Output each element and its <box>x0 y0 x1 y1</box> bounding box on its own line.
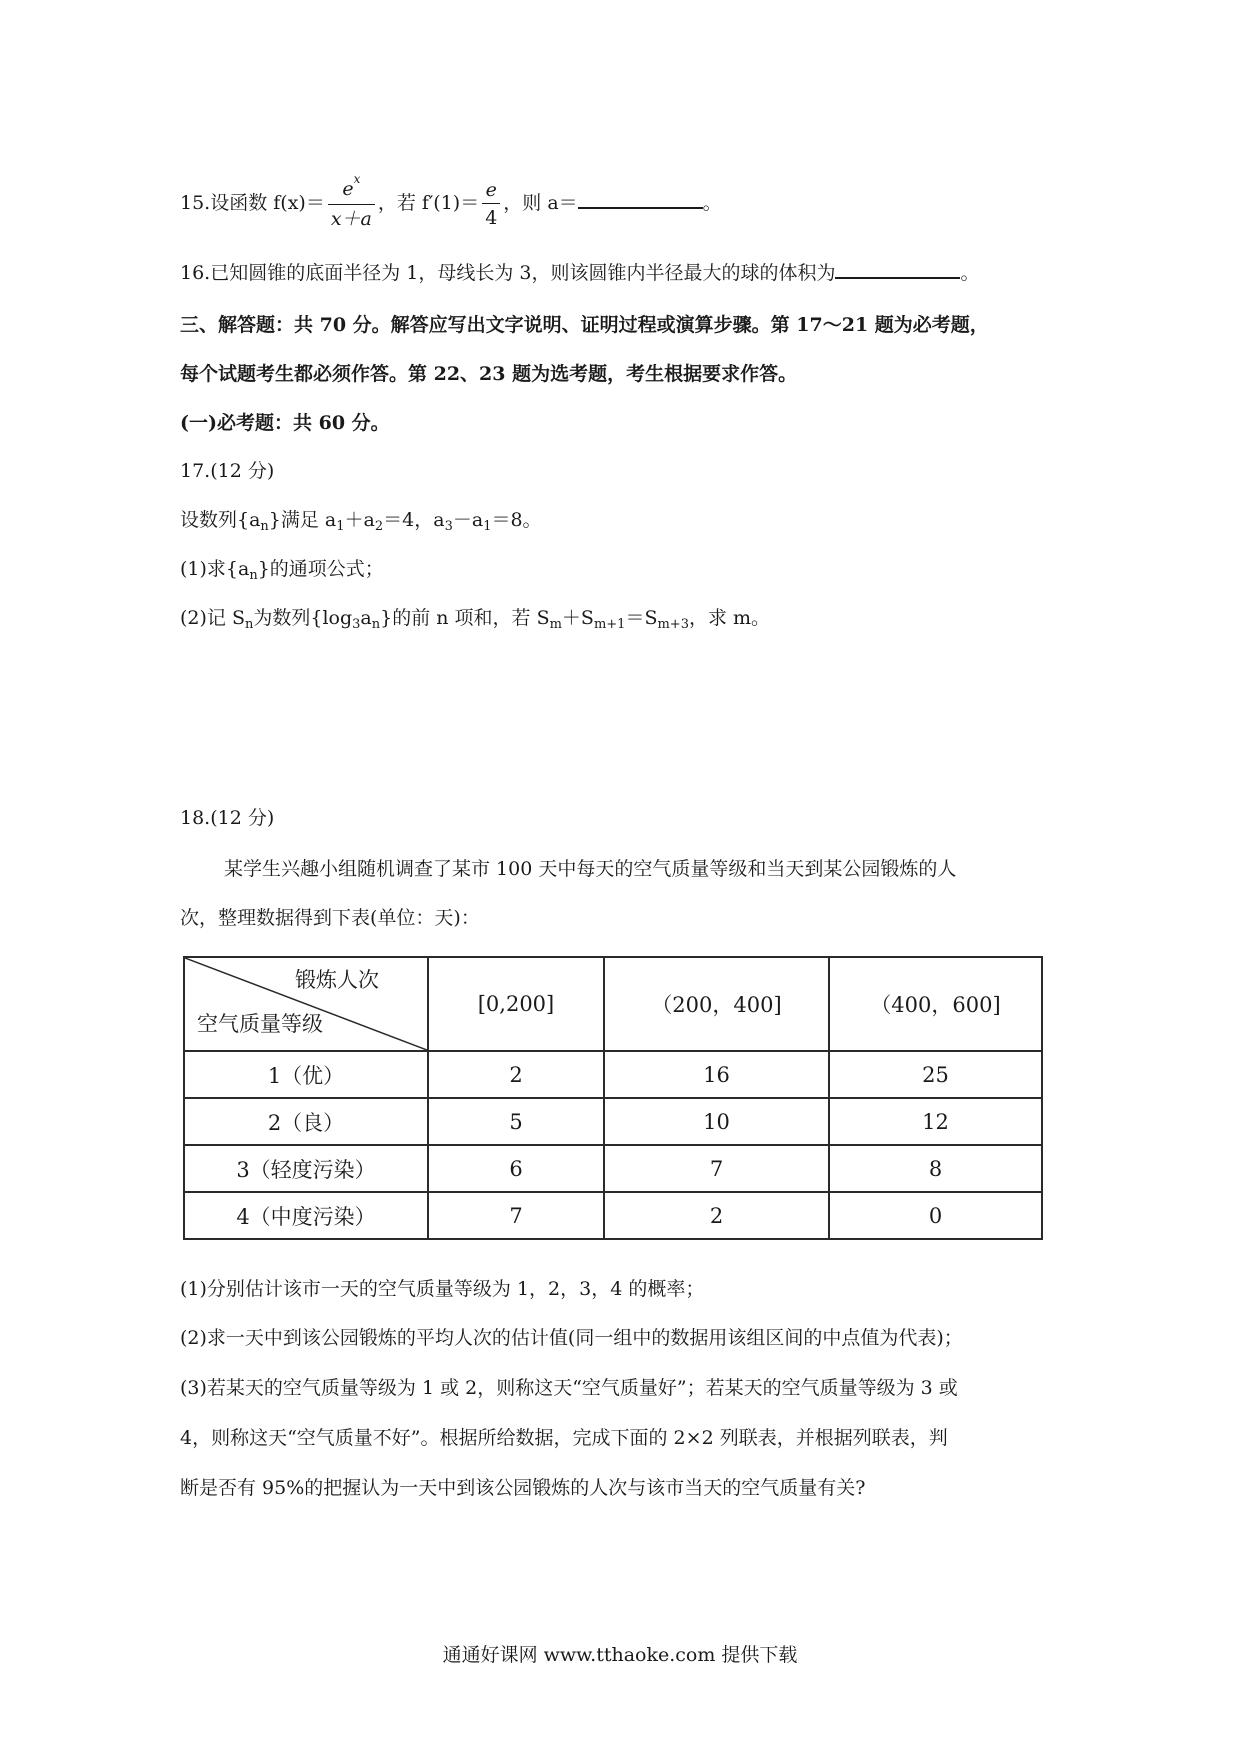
q18-part-3-line-3: 断是否有 95%的把握认为一天中到该公园锻炼的人次与该市当天的空气质量有关? <box>180 1477 866 1499</box>
table-row <box>184 1098 1042 1145</box>
fraction-exp-over-x-plus-a <box>328 171 375 233</box>
table-row <box>184 1192 1042 1239</box>
q18-intro-2: 次，整理数据得到下表(单位：天)： <box>180 907 480 929</box>
answer-blank-15 <box>578 191 703 209</box>
q16-text: 16.已知圆锥的底面半径为 1，母线长为 3，则该圆锥内半径最大的球的体积为 <box>180 262 836 284</box>
data-table <box>183 956 1043 1240</box>
table-cell: 7 <box>428 1192 604 1239</box>
q18-part-3-line-1: (3)若某天的空气质量等级为 1 或 2，则称这天“空气质量好”；若某天的空气质量等级为 3 或 <box>180 1377 958 1399</box>
table-cell: 12 <box>829 1098 1042 1145</box>
table-row <box>184 1145 1042 1192</box>
q17-part-1: (1)求$\{a_n\}$的通项公式； <box>180 558 384 583</box>
table-row <box>184 1051 1042 1098</box>
row-label: 3（轻度污染） <box>184 1145 428 1192</box>
question-15 <box>180 172 722 234</box>
column-header: （400，600] <box>829 957 1042 1051</box>
table-cell: 6 <box>428 1145 604 1192</box>
page-footer: 通通好课网 www.tthaoke.com 提供下载 <box>442 1644 798 1666</box>
q15-middle: ，若 f′(1)＝ <box>377 192 480 214</box>
corner-top-label: 锻炼人次 <box>295 968 379 992</box>
q15-frac2-num: e <box>485 178 497 201</box>
table-cell: 2 <box>428 1051 604 1098</box>
column-header: [0,200] <box>428 957 604 1051</box>
q15-frac1-den: x＋a <box>328 204 375 233</box>
q18-part-2: (2)求一天中到该公园锻炼的平均人次的估计值(同一组中的数据用该组区间的中点值为代表)； <box>180 1327 963 1349</box>
table-corner-cell <box>184 957 428 1051</box>
q17-intro: 设数列$\{a_n\}$满足 $a_1+a_2=4$，$a_3-a_1=8$。 <box>180 509 542 534</box>
q15-frac2-den: 4 <box>482 203 500 232</box>
q16-end: 。 <box>960 262 980 284</box>
table-cell: 7 <box>604 1145 829 1192</box>
q17-header: 17.(12 分) <box>180 460 275 482</box>
row-label: 4（中度污染） <box>184 1192 428 1239</box>
q17-part-2: (2)记 $S_n$为数列$\{\log_3a_n\}$的前 n 项和，若 $S_m+S_{m+1}=S_{m+3}$，求 m。 <box>180 607 771 632</box>
table-cell: 0 <box>829 1192 1042 1239</box>
section-3-line-1: 三、解答题：共 70 分。解答应写出文字说明、证明过程或演算步骤。第 17～21 题为必考题， <box>180 314 989 336</box>
table-cell: 25 <box>829 1051 1042 1098</box>
q18-part-3-line-2: 4，则称这天“空气质量不好”。根据所给数据，完成下面的 2×2 列联表，并根据列联表，判 <box>180 1427 948 1449</box>
q15-prefix: 15.设函数 f(x)＝ <box>180 192 325 214</box>
row-label: 1（优） <box>184 1051 428 1098</box>
q15-suffix: ，则 a＝ <box>503 192 578 214</box>
column-header: （200，400] <box>604 957 829 1051</box>
table-cell: 16 <box>604 1051 829 1098</box>
row-label: 2（良） <box>184 1098 428 1145</box>
q18-intro-1: 某学生兴趣小组随机调查了某市 100 天中每天的空气质量等级和当天到某公园锻炼的人 <box>224 858 957 880</box>
table-cell: 2 <box>604 1192 829 1239</box>
corner-bottom-label: 空气质量等级 <box>197 1012 323 1036</box>
q15-end: 。 <box>702 192 722 214</box>
answer-blank-16 <box>835 261 960 279</box>
q18-header: 18.(12 分) <box>180 807 275 829</box>
question-16 <box>180 258 980 285</box>
table-cell: 8 <box>829 1145 1042 1192</box>
q18-part-1: (1)分别估计该市一天的空气质量等级为 1，2，3，4 的概率； <box>180 1278 705 1300</box>
fraction-e-over-4 <box>482 177 500 232</box>
section-3-line-2: 每个试题考生都必须作答。第 22、23 题为选考题，考生根据要求作答。 <box>180 363 798 385</box>
table-cell: 10 <box>604 1098 829 1145</box>
required-questions-heading: (一)必考题：共 60 分。 <box>180 412 390 434</box>
table-cell: 5 <box>428 1098 604 1145</box>
table-header-row <box>184 957 1042 1051</box>
q15-frac1-num: e <box>342 177 354 200</box>
q15-frac1-sup: x <box>353 171 361 186</box>
